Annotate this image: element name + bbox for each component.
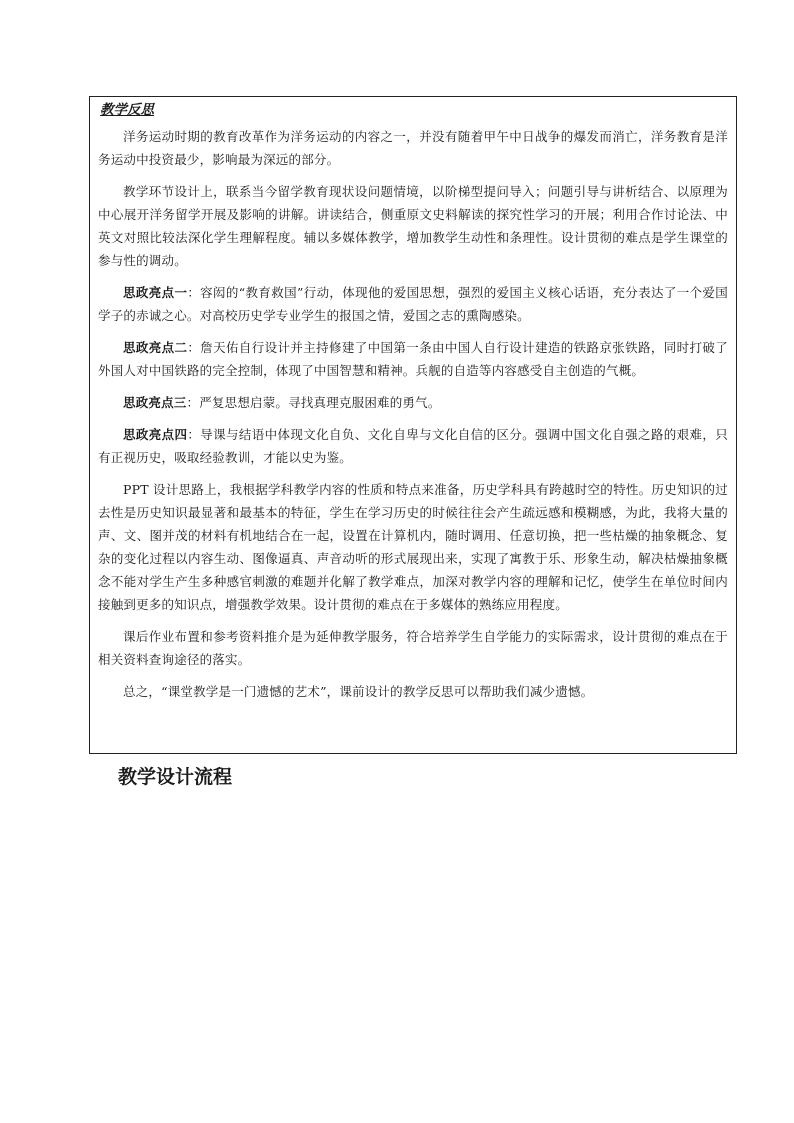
paragraph-1 [98, 125, 728, 171]
paragraph-highlight-3 [98, 391, 728, 414]
paragraph-highlight-2 [98, 336, 728, 382]
highlight-text-2: ：詹天佑自行设计并主持修建了中国第一条由中国人自行设计建造的铁路京张铁路，同时打破了外国人对中国铁路的完全控制，体现了中国智慧和精神。兵舰的自造等内容感受自主创造的气概。 [98, 340, 728, 378]
paragraph-2-text: 教学环节设计上，联系当今留学教育现状设问题情境，以阶梯型提问导入；问题引导与讲析结合、以原理为中心展开洋务留学开展及影响的讲解。讲读结合，侧重原文史料解读的探究性学习的开展；利用合作讨论法、中英文对照比较法深化学生理解程度。辅以多媒体教学，增加教学生动性和条理性。设计贯彻的难点是学生课堂的参与性的调动。 [98, 184, 728, 268]
highlight-text-1: ：容闳的“教育救国”行动，体现他的爱国思想，强烈的爱国主义核心话语，充分表达了一个爱国学子的赤诚之心。对高校历史学专业学生的报国之情，爱国之志的熏陶感染。 [98, 285, 728, 323]
paragraph-highlight-4 [98, 423, 728, 469]
section-title: 教学反思 [100, 102, 154, 118]
paragraph-summary [98, 680, 728, 703]
paragraph-1-text: 洋务运动时期的教育改革作为洋务运动的内容之一，并没有随着甲午中日战争的爆发而消亡，洋务教育是洋务运动中投资最少，影响最为深远的部分。 [98, 129, 728, 167]
paragraph-homework [98, 625, 728, 671]
teaching-reflection-box [89, 96, 737, 754]
paragraph-ppt-design-text: PPT 设计思路上，我根据学科教学内容的性质和特点来准备，历史学科具有跨越时空的特性。历史知识的过去性是历史知识最显著和最基本的特征，学生在学习历史的时候往往会产生疏远感和模糊感，为此，我将大量的声、文、图并茂的材料有机地结合在一起，设置在计算机内，随时调用、任意切换，把一些枯燥的抽象概念、复杂的变化过程以内容生动、图像逼真、声音动听的形式展现出来，实现了寓教于乐、形象生动，解决枯燥抽象概念不能对学生产生多种感官刺激的难题并化解了教学难点，加深对教学内容的理解和记忆，使学生在单位时间内接触到更多的知识点，增强教学效果。设计贯彻的难点在于多媒体的熟练应用程度。 [98, 482, 728, 612]
highlight-label-4: 思政亮点四 [123, 427, 188, 442]
paragraph-2 [98, 180, 728, 272]
highlight-text-4: ：导课与结语中体现文化自负、文化自卑与文化自信的区分。强调中国文化自强之路的艰难，只有正视历史，吸取经验教训，才能以史为鉴。 [98, 427, 728, 465]
highlight-label-1: 思政亮点一 [123, 285, 188, 300]
paragraph-highlight-1 [98, 281, 728, 327]
paragraph-summary-text: 总之，“课堂教学是一门遗憾的艺术”，课前设计的教学反思可以帮助我们减少遗憾。 [123, 684, 594, 699]
paragraph-ppt-design [98, 478, 728, 616]
teaching-design-flow-heading: 教学设计流程 [118, 766, 233, 788]
paragraph-homework-text: 课后作业布置和参考资料推介是为延伸教学服务，符合培养学生自学能力的实际需求，设计贯彻的难点在于相关资料查询途径的落实。 [98, 629, 728, 667]
highlight-text-3: ：严复思想启蒙。寻找真理克服困难的勇气。 [186, 395, 441, 410]
highlight-label-3: 思政亮点三 [123, 395, 187, 410]
highlight-label-2: 思政亮点二 [123, 340, 188, 355]
